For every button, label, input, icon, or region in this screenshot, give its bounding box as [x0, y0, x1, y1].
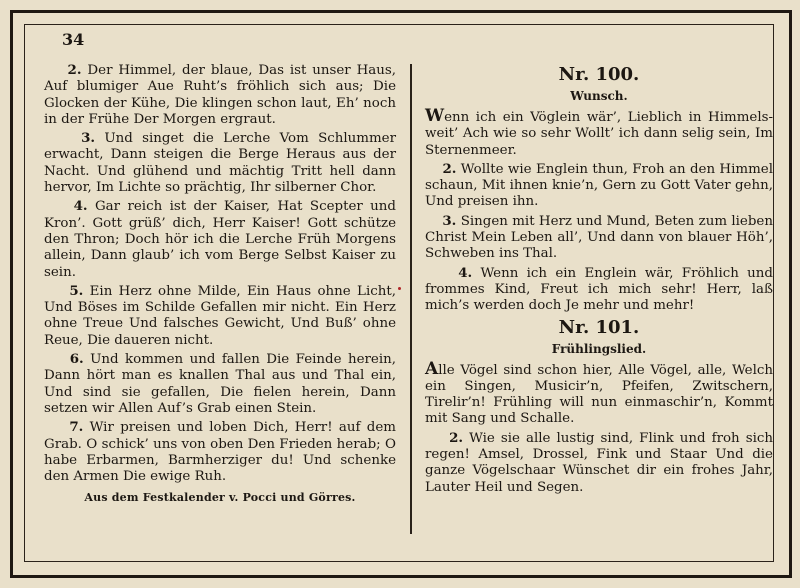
verse-text: lle Vögel sind schon hier, Alle Vögel, alle, Welch ein Singen, Musicir’n, Pfeifen, Zwitschern, Tirelir’n! Frühling will nun einmaschir’n, Kommt mit Sang und Schalle. — [425, 362, 773, 427]
drop-cap: A — [425, 358, 439, 379]
song-number: Nr. 101. — [558, 316, 640, 338]
verse-text: Und kommen und fallen Die Feinde herein, Dann hört man es knallen Thal aus und Thal ein, Und sind sie gefallen, Die fielen herein, Dann setzen wir Allen Auf’s Grab einen Stein. — [44, 352, 397, 416]
verse — [425, 213, 773, 263]
verse — [44, 62, 396, 128]
song-title: Frühlingslied. — [551, 341, 647, 356]
attribution: Aus dem Festkalender v. Pocci und Görres. — [84, 491, 356, 505]
verse — [425, 108, 773, 159]
song-title: Wunsch. — [570, 89, 628, 103]
verse-text: Wie sie alle lustig sind, Flink und froh sich regen! Amsel, Drossel, Fink und Staar Und die ganze Vögelschaar Wünschet dir ein frohes Jahr, Lauter Heil und Segen. — [425, 430, 773, 495]
verse — [425, 430, 773, 496]
verse-number: 6. — [69, 351, 84, 368]
verse-number: 5. — [69, 282, 84, 299]
song-number: Nr. 100. — [558, 64, 640, 85]
verse — [44, 130, 396, 196]
verse — [425, 161, 773, 211]
verse — [44, 419, 396, 485]
page-number: 34 — [62, 30, 85, 49]
verse-number: 3. — [442, 212, 457, 229]
verse-text: Und singet die Lerche Vom Schlummer erwacht, Dann steigen die Berge Heraus aus der Nacht. Und glühend und mächtig Tritt hell dann hervor, Im Lichte so prächtig, Ihr silberner Chor. — [44, 131, 396, 196]
verse-text: Singen mit Herz und Mund, Beten zum lieben Christ Mein Leben all’, Und dann von blauer Höh’, Schweben ins Thal. — [425, 213, 773, 262]
verse — [44, 283, 396, 349]
verse-number: 2. — [67, 62, 82, 78]
right-column — [425, 62, 773, 498]
verse-text: enn ich ein Vöglein wär’, Lieblich in Himmels-weit’ Ach wie so sehr Wollt’ ich dann selig sein, Im Sternenmeer. — [425, 110, 773, 158]
verse-number: 7. — [69, 419, 84, 436]
verse-text: Gar reich ist der Kaiser, Hat Scepter und Kron’. Gott grüß’ dich, Herr Kaiser! Gott schütze den Thron; Doch hör ich die Lerche Früh Morgens allein, Dann glaub’ ich vom Berge Selbst Kaiser zu sein. — [44, 199, 396, 280]
verse — [425, 358, 773, 428]
verse-number: 3. — [81, 130, 96, 147]
verse-text: Wollte wie Englein thun, Froh an den Himmel schaun, Mit ihnen knie’n, Gern zu Gott Vater gehn, Und preisen ihn. — [425, 161, 773, 210]
verse-number: 2. — [442, 160, 457, 177]
verse-text: Der Himmel, der blaue, Das ist unser Haus, Auf blumiger Aue Ruht’s fröhlich sich aus; Die Glocken der Kühe, Die klingen schon laut, Eh’ noch in der Frühe Der Morgen ergraut. — [44, 63, 396, 127]
verse-text: Wenn ich ein Englein wär, Fröhlich und frommes Kind, Freut ich mich sehr! Herr, laß mich’s werden doch Je mehr und mehr! — [425, 265, 773, 314]
column-divider — [410, 64, 412, 534]
verse-number: 2. — [449, 429, 464, 446]
verse — [44, 351, 396, 417]
verse — [44, 198, 396, 280]
verse — [425, 265, 773, 315]
verse-text: Wir preisen und loben Dich, Herr! auf dem Grab. O schick’ uns von oben Den Frieden herab; O habe Erbarmen, Barmherziger du! Und schenke den Armen Die ewige Ruh. — [44, 420, 397, 485]
drop-cap: W — [425, 106, 445, 126]
left-column — [44, 62, 396, 504]
verse-number: 4. — [73, 198, 88, 215]
verse-number: 4. — [458, 264, 473, 281]
verse-text: Ein Herz ohne Milde, Ein Haus ohne Licht, Und Böses im Schilde Gefallen mir nicht. Ein Herz ohne Treue Und falsches Gewicht, Und Buß’ ohne Reue, Die daueren nicht. — [44, 283, 396, 348]
ink-speck — [398, 287, 401, 290]
